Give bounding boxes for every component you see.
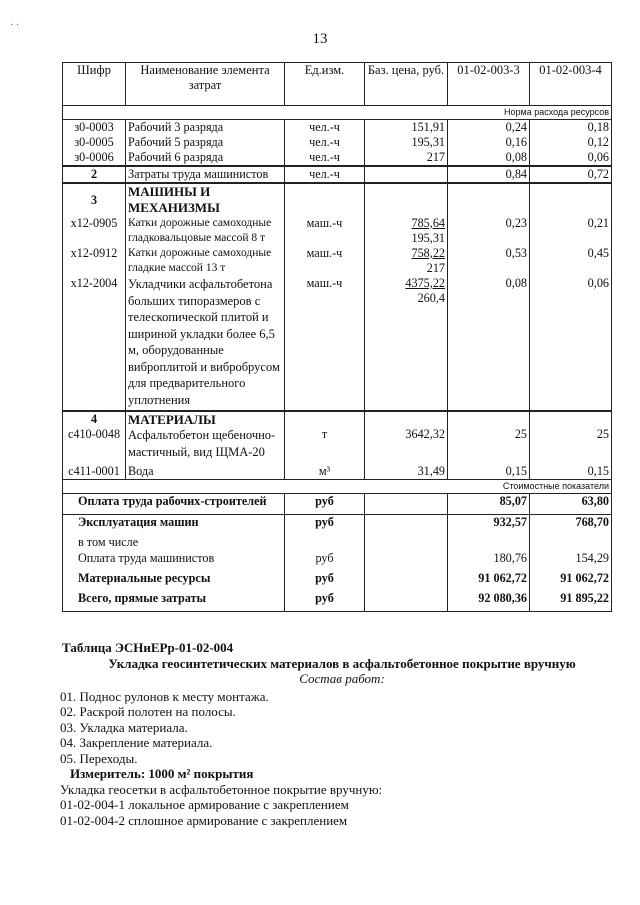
row-code: з0-0003: [63, 120, 126, 136]
corner-marks: · ·: [10, 20, 20, 31]
table-row: [63, 150, 612, 166]
row-unit: маш.-ч: [285, 216, 365, 246]
summary-unit: руб: [285, 551, 365, 571]
table-label: Таблица ЭСНиЕРр-01-02-004: [62, 640, 234, 655]
row-price: 31,49: [365, 460, 448, 480]
row-name: Катки дорожные самоходные гладковальцовые массой 8 т: [126, 216, 285, 246]
row-name: Укладчики асфальтобетона больших типоразмеров с телескопической плитой и шириной укладки более 6,5 м, оборудованные виброплитой и вибробрусом для предварительного уплотнения: [126, 276, 285, 411]
row-unit: чел.-ч: [285, 150, 365, 166]
row-value-1: 0,23: [448, 216, 530, 246]
summary-unit: руб: [285, 515, 365, 536]
row-value-1: 25: [448, 427, 530, 460]
summary-label: Материальные ресурсы: [63, 571, 285, 591]
row-unit: т: [285, 427, 365, 460]
row-code: з0-0005: [63, 135, 126, 150]
cost-caption: Стоимостные показатели: [63, 480, 612, 494]
summary-row: [63, 494, 612, 515]
cost-caption-row: [63, 480, 612, 494]
row-value-2: 0,12: [530, 135, 612, 150]
section-title: МАТЕРИАЛЫ: [126, 411, 285, 427]
summary-unit: руб: [285, 571, 365, 591]
row-value-1: 0,15: [448, 460, 530, 480]
header-code: Шифр: [63, 63, 126, 106]
summary-value-1: 91 062,72: [448, 571, 530, 591]
table-row: [63, 135, 612, 150]
header-col-2: 01-02-003-4: [530, 63, 612, 106]
summary-label: в том числе: [63, 535, 285, 551]
table-row: [63, 427, 612, 460]
row-value-1: 0,84: [448, 166, 530, 183]
row-code: с410-0048: [63, 427, 126, 460]
description: Укладка геосетки в асфальтобетонное покрытие вручную:: [60, 781, 383, 797]
row-unit: м³: [285, 460, 365, 480]
row-value-1: 0,08: [448, 276, 530, 411]
row-value-2: 0,18: [530, 120, 612, 136]
row-name: Рабочий 5 разряда: [126, 135, 285, 150]
row-price: 151,91: [365, 120, 448, 136]
resource-table: [62, 62, 612, 612]
table-row: [63, 120, 612, 136]
summary-value-1: 85,07: [448, 494, 530, 515]
row-value-1: 0,16: [448, 135, 530, 150]
header-name: Наименование элемента затрат: [126, 63, 285, 106]
table-row: [63, 246, 612, 276]
row-unit: чел.-ч: [285, 120, 365, 136]
works-list: [62, 689, 622, 767]
row-value-2: 25: [530, 427, 612, 460]
row-price: 195,31: [365, 135, 448, 150]
row-price-secondary: 217: [426, 261, 445, 275]
section-header-row: [63, 411, 612, 427]
summary-row: [63, 571, 612, 591]
row-value-1: 0,08: [448, 150, 530, 166]
summary-row: [63, 535, 612, 551]
summary-value-1: 92 080,36: [448, 591, 530, 612]
works-title: Состав работ:: [299, 671, 385, 686]
summary-row: [63, 591, 612, 612]
row-price: 4375,22: [405, 276, 445, 290]
section-title: Укладка геосинтетических материалов в асфальтобетонное покрытие вручную: [108, 655, 576, 671]
summary-unit: руб: [285, 494, 365, 515]
summary-value-1: 180,76: [448, 551, 530, 571]
section-block: [62, 640, 622, 828]
table-row: [63, 460, 612, 480]
summary-row: [63, 551, 612, 571]
norm-caption: Норма расхода ресурсов: [63, 106, 612, 120]
row-name: Асфальтобетон щебеночно-мастичный, вид ЩМА-20: [126, 427, 285, 460]
section-header-row: [63, 183, 612, 216]
summary-label: Оплата труда машинистов: [63, 551, 285, 571]
row-unit: маш.-ч: [285, 276, 365, 411]
list-item: 02. Раскрой полотен на полосы.: [60, 704, 236, 719]
row-code: х12-0912: [63, 246, 126, 276]
header-unit: Ед.изм.: [285, 63, 365, 106]
table-header-row: [63, 63, 612, 106]
row-value-1: 0,24: [448, 120, 530, 136]
table-row: [63, 276, 612, 411]
row-value-2: 0,15: [530, 460, 612, 480]
norm-caption-row: [63, 106, 612, 120]
list-item: 03. Укладка материала.: [60, 719, 188, 735]
row-code: х12-0905: [63, 216, 126, 246]
row-unit: маш.-ч: [285, 246, 365, 276]
section-title: МАШИНЫ И МЕХАНИЗМЫ: [126, 183, 285, 216]
row-name: Затраты труда машинистов: [126, 166, 285, 183]
section-code: 4: [63, 411, 126, 427]
row-price: 785,64: [411, 216, 445, 230]
summary-row: [63, 515, 612, 536]
row-value-1: 0,53: [448, 246, 530, 276]
list-item: 01-02-004-2 сплошное армирование с закреплением: [60, 812, 348, 828]
row-price: 758,22: [411, 246, 445, 260]
row-value-2: 0,45: [530, 246, 612, 276]
list-item: 01-02-004-1 локальное армирование с закреплением: [60, 797, 349, 812]
row-price-secondary: 195,31: [411, 231, 445, 245]
row-price: 3642,32: [365, 427, 448, 460]
row-code: з0-0006: [63, 150, 126, 166]
row-code: с411-0001: [63, 460, 126, 480]
row-name: Катки дорожные самоходные гладкие массой 13 т: [126, 246, 285, 276]
summary-value-1: 932,57: [448, 515, 530, 536]
row-value-2: 0,21: [530, 216, 612, 246]
row-price: 217: [365, 150, 448, 166]
row-name: Рабочий 6 разряда: [126, 150, 285, 166]
row-price-secondary: 260,4: [417, 291, 445, 305]
header-col-1: 01-02-003-3: [448, 63, 530, 106]
row-unit: чел.-ч: [285, 166, 365, 183]
list-item: 01. Поднос рулонов к месту монтажа.: [60, 688, 269, 704]
machinist-labor-row: [63, 166, 612, 183]
summary-value-2: 154,29: [530, 551, 612, 571]
summary-label: Оплата труда рабочих-строителей: [63, 494, 285, 515]
list-item: 05. Переходы.: [60, 750, 138, 766]
summary-value-2: 768,70: [530, 515, 612, 536]
section-code: 3: [63, 183, 126, 216]
row-code: х12-2004: [63, 276, 126, 411]
list-item: 04. Закрепление материала.: [60, 735, 213, 750]
summary-value-2: 91 062,72: [530, 571, 612, 591]
row-name: Рабочий 3 разряда: [126, 120, 285, 136]
row-value-2: 0,72: [530, 166, 612, 183]
header-price: Баз. цена, руб.: [365, 63, 448, 106]
summary-label: Всего, прямые затраты: [63, 591, 285, 612]
row-name: Вода: [126, 460, 285, 480]
row-value-2: 0,06: [530, 150, 612, 166]
row-unit: чел.-ч: [285, 135, 365, 150]
page-number: 13: [312, 31, 328, 47]
summary-value-2: 63,80: [530, 494, 612, 515]
row-code: 2: [63, 166, 126, 183]
table-row: [63, 216, 612, 246]
meter: Измеритель: 1000 м² покрытия: [70, 766, 254, 781]
summary-label: Эксплуатация машин: [63, 515, 285, 536]
summary-value-2: 91 895,22: [530, 591, 612, 612]
summary-unit: руб: [285, 591, 365, 612]
row-value-2: 0,06: [530, 276, 612, 411]
